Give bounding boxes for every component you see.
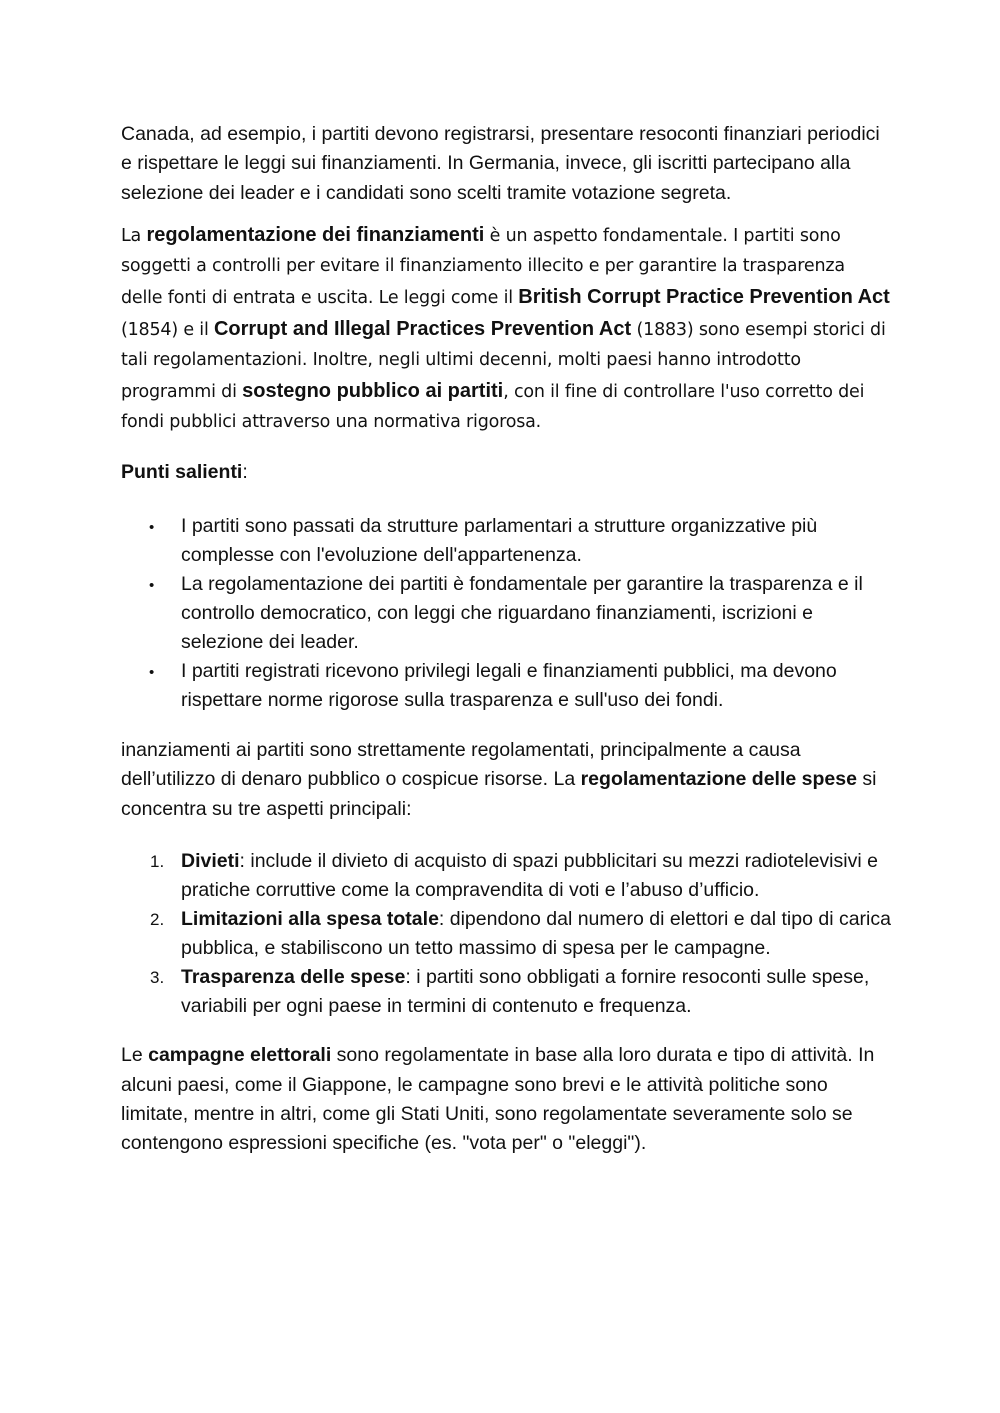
section-heading-punti-salienti	[121, 458, 891, 487]
paragraph-canada-germania: Canada, ad esempio, i partiti devono registrarsi, presentare resoconti finanziari periodici e rispettare le leggi sui finanziamenti. In Germania, invece, gli iscritti partecipano alla selezione dei leader e i candidati sono scelti tramite votazione segreta.	[121, 123, 880, 204]
bold-term: British Corrupt Practice Prevention Act	[518, 286, 890, 309]
text-span: , con il fine di controllare l'uso corretto dei fondi pubblici attraverso una normativa rigorosa.	[121, 381, 865, 433]
list-item-text: : i partiti sono obbligati a fornire resoconti sulle spese, variabili per ogni paese in termini di contenuto e frequenza.	[181, 966, 870, 1018]
text-span: si concentra su tre aspetti principali:	[121, 768, 877, 820]
list-item-text: : include il divieto di acquisto di spazi pubblicitari su mezzi radiotelevisivi e pratiche corruttive come la compravendita di voti e l’abuso d’ufficio.	[181, 850, 878, 902]
list-item	[121, 570, 891, 657]
list-number: 3.	[150, 968, 165, 988]
text-span: :	[242, 461, 248, 484]
list-item	[121, 905, 891, 963]
page-content	[121, 120, 891, 1159]
text-span: (1883) sono esempi storici di tali regolamentazioni. Inoltre, negli ultimi decenni, molti paesi hanno introdotto programmi di	[121, 319, 886, 402]
text-span: è un aspetto fondamentale. I partiti sono soggetti a controlli per evitare il finanziamento illecito e per garantire la trasparenza delle fonti di entrata e uscita. Le leggi come il	[121, 225, 845, 309]
bold-term: Limitazioni alla spesa totale	[181, 908, 439, 931]
text-span: La	[121, 225, 147, 246]
paragraph-regolamentazione-finanziamenti	[121, 220, 891, 438]
numbered-list	[121, 847, 891, 1021]
text-span: (1854) e il	[121, 319, 214, 340]
paragraph-campagne-elettorali	[121, 1041, 891, 1159]
paragraph-regolamentazione-spese	[121, 736, 891, 824]
list-item	[121, 847, 891, 905]
bold-term: sostegno pubblico ai partiti	[242, 379, 504, 402]
text-span: sono regolamentate in base alla loro durata e tipo di attività. In alcuni paesi, come il Giappone, le campagne sono brevi e le attività politiche sono limitate, mentre in altri, come gli Stati Uniti, sono regolamentate severamente solo se contengono espressioni specifiche (es. "vota per" o "eleggi").	[121, 1044, 875, 1155]
list-item	[121, 657, 891, 715]
list-item	[121, 963, 891, 1021]
bold-term: Trasparenza delle spese	[181, 966, 406, 989]
bullet-icon: •	[149, 664, 155, 682]
text-span: inanziamenti ai partiti sono strettamente regolamentati, principalmente a causa dell’utilizzo di denaro pubblico o cospicue risorse. La	[121, 739, 801, 791]
list-number: 1.	[150, 852, 165, 872]
bold-term: regolamentazione dei finanziamenti	[146, 223, 485, 246]
list-number: 2.	[150, 910, 165, 930]
list-item-text: I partiti sono passati da strutture parlamentari a strutture organizzative più complesse con l'evoluzione dell'appartenenza.	[181, 515, 818, 567]
bold-term: Punti salienti	[121, 461, 243, 484]
bold-term: Divieti	[181, 850, 240, 873]
bullet-list	[121, 512, 891, 715]
list-item-text: I partiti registrati ricevono privilegi legali e finanziamenti pubblici, ma devono rispettare norme rigorose sulla trasparenza e sull'uso dei fondi.	[181, 660, 837, 712]
list-item-text: La regolamentazione dei partiti è fondamentale per garantire la trasparenza e il controllo democratico, con leggi che riguardano finanziamenti, iscrizioni e selezione dei leader.	[181, 573, 863, 654]
bold-term: regolamentazione delle spese	[580, 768, 857, 791]
list-item	[121, 512, 891, 570]
bold-term: campagne elettorali	[148, 1044, 332, 1067]
bullet-icon: •	[149, 577, 155, 595]
bold-term: Corrupt and Illegal Practices Prevention Act	[213, 317, 632, 340]
bullet-icon: •	[149, 519, 155, 537]
text-span: Le	[121, 1044, 149, 1067]
list-item-text: : dipendono dal numero di elettori e dal tipo di carica pubblica, e stabiliscono un tetto massimo di spesa per le campagne.	[181, 908, 891, 960]
